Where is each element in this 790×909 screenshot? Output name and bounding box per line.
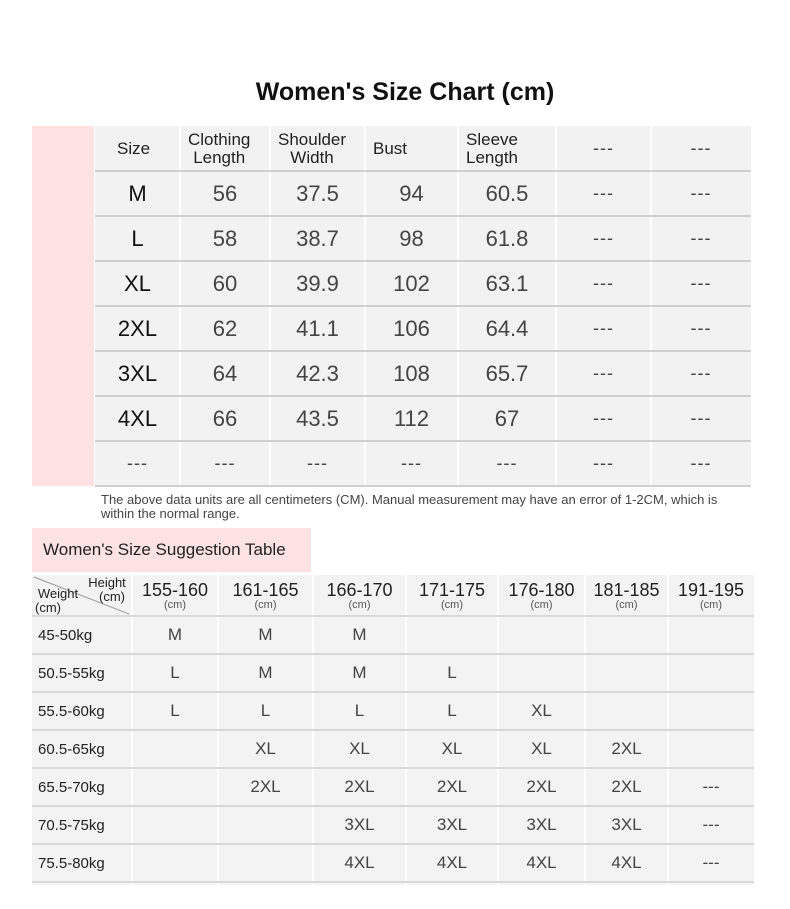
- height-unit-label: (cm): [254, 599, 277, 611]
- measurement-cell: 62: [212, 315, 238, 341]
- measurement-cell: ---: [690, 363, 712, 383]
- header-cell: ---: [593, 138, 614, 158]
- corner-header-cell: [32, 575, 131, 616]
- header-cell: Shoulder Width: [278, 129, 347, 167]
- header-cell: Bust: [373, 138, 408, 158]
- suggested-size-cell: L: [260, 701, 271, 720]
- measurement-cell: 112: [393, 405, 430, 431]
- size-label: ---: [127, 453, 148, 473]
- height-range-label: 155-160: [141, 579, 209, 600]
- header-cell: Size: [117, 138, 151, 158]
- suggested-size-cell: [406, 616, 498, 654]
- height-range-label: 171-175: [418, 579, 486, 600]
- weight-range-label: 50.5-55kg: [38, 664, 105, 682]
- suggested-size-cell: [668, 730, 754, 768]
- size-label: M: [128, 180, 147, 206]
- measurement-cell: 37.5: [296, 180, 339, 206]
- measurement-cell: 56: [212, 180, 238, 206]
- height-range-label: 191-195: [677, 579, 745, 600]
- height-unit-label: (cm): [348, 599, 371, 611]
- measurement-note: The above data units are all centimeters (CM). Manual measurement may have an error of 1-2CM, which is within the normal range.: [101, 492, 718, 521]
- weight-unit-label: (cm): [35, 599, 61, 615]
- measurement-cell: ---: [593, 273, 614, 293]
- suggested-size-cell: M: [258, 663, 273, 682]
- suggested-size-cell: XL: [441, 739, 463, 758]
- weight-range-label: 75.5-80kg: [38, 854, 105, 872]
- suggested-size-cell: [498, 616, 585, 654]
- suggested-size-cell: [668, 692, 754, 730]
- measurement-cell: ---: [496, 453, 518, 473]
- measurement-cell: ---: [593, 318, 614, 338]
- suggested-size-cell: [668, 654, 754, 692]
- measurement-cell: ---: [690, 318, 712, 338]
- row-divider: [32, 881, 754, 883]
- measurement-cell: ---: [593, 453, 614, 473]
- height-unit-label: (cm): [615, 599, 638, 611]
- suggested-size-cell: [585, 616, 668, 654]
- suggested-size-cell: XL: [255, 739, 276, 758]
- suggested-size-cell: 3XL: [611, 815, 642, 834]
- size-suggestion-table: [32, 575, 754, 885]
- measurement-cell: ---: [690, 228, 712, 248]
- suggested-size-cell: M: [258, 625, 273, 644]
- measurement-cell: 94: [399, 180, 424, 206]
- suggested-size-cell: [218, 806, 313, 844]
- measurement-cell: ---: [401, 453, 422, 473]
- weight-range-label: 45-50kg: [38, 626, 93, 644]
- size-chart-accent-strip: [32, 126, 94, 486]
- suggested-size-cell: 2XL: [526, 777, 557, 796]
- suggested-size-cell: 4XL: [344, 853, 375, 872]
- measurement-cell: 38.7: [296, 225, 339, 251]
- measurement-cell: 41.1: [296, 315, 339, 341]
- height-unit-label: (cm): [99, 588, 125, 604]
- suggested-size-cell: L: [354, 701, 365, 720]
- measurement-cell: ---: [690, 408, 712, 428]
- height-range-label: 181-185: [593, 579, 660, 600]
- measurement-cell: 63.1: [485, 270, 529, 296]
- suggested-size-cell: [668, 616, 754, 654]
- suggested-size-cell: [132, 768, 218, 806]
- measurement-cell: 61.8: [485, 225, 529, 251]
- size-label: 4XL: [117, 405, 158, 431]
- measurement-cell: 66: [212, 405, 238, 431]
- suggested-size-cell: 4XL: [611, 853, 642, 872]
- size-chart-table: [95, 126, 751, 486]
- measurement-cell: 67: [494, 405, 520, 431]
- suggestion-title: Women's Size Suggestion Table: [43, 540, 286, 559]
- suggested-size-cell: 2XL: [611, 739, 642, 758]
- size-label: 2XL: [117, 315, 158, 341]
- suggested-size-cell: L: [447, 663, 457, 682]
- measurement-cell: 58: [212, 225, 238, 251]
- height-label: Height: [88, 574, 126, 590]
- height-unit-label: (cm): [700, 599, 722, 611]
- suggested-size-cell: M: [167, 625, 183, 644]
- suggested-size-cell: [218, 844, 313, 882]
- suggested-size-cell: 2XL: [344, 777, 375, 796]
- size-label: XL: [124, 270, 151, 296]
- measurement-cell: 102: [393, 270, 430, 296]
- suggested-size-cell: [585, 692, 668, 730]
- measurement-cell: ---: [593, 183, 614, 203]
- suggested-size-cell: L: [170, 663, 180, 682]
- suggested-size-cell: ---: [702, 853, 720, 872]
- weight-range-label: 60.5-65kg: [38, 740, 105, 758]
- measurement-cell: 65.7: [485, 360, 529, 386]
- suggested-size-cell: 3XL: [436, 815, 468, 834]
- measurement-cell: ---: [214, 453, 236, 473]
- suggested-size-cell: M: [352, 625, 367, 644]
- measurement-cell: 39.9: [296, 270, 339, 296]
- page-title: Women's Size Chart (cm): [255, 78, 555, 106]
- height-range-label: 176-180: [508, 579, 575, 600]
- suggested-size-cell: 3XL: [526, 815, 557, 834]
- measurement-cell: 106: [393, 315, 430, 341]
- height-unit-label: (cm): [441, 599, 463, 611]
- suggested-size-cell: [132, 844, 218, 882]
- height-range-label: 166-170: [326, 579, 393, 600]
- row-divider: [95, 485, 751, 487]
- size-label: 3XL: [117, 360, 158, 386]
- suggested-size-cell: XL: [349, 739, 370, 758]
- weight-label: Weight: [37, 585, 79, 601]
- suggested-size-cell: XL: [531, 701, 552, 720]
- suggested-size-cell: 2XL: [611, 777, 642, 796]
- header-cell: ---: [690, 138, 712, 158]
- suggested-size-cell: [132, 730, 218, 768]
- suggested-size-cell: L: [447, 701, 457, 720]
- measurement-cell: 42.3: [296, 360, 339, 386]
- height-unit-label: (cm): [164, 599, 186, 611]
- header-cell: Sleeve Length: [466, 129, 518, 167]
- measurement-cell: 60.5: [485, 180, 529, 206]
- suggested-size-cell: [498, 654, 585, 692]
- suggested-size-cell: L: [170, 701, 180, 720]
- suggestion-title-box: [32, 528, 311, 572]
- height-range-label: 161-165: [232, 579, 299, 600]
- suggested-size-cell: 2XL: [250, 777, 281, 796]
- measurement-cell: 64: [212, 360, 238, 386]
- suggested-size-cell: 4XL: [526, 853, 557, 872]
- suggested-size-cell: XL: [531, 739, 552, 758]
- height-unit-label: (cm): [530, 599, 553, 611]
- suggested-size-cell: [132, 806, 218, 844]
- measurement-cell: 60: [212, 270, 238, 296]
- measurement-cell: ---: [593, 363, 614, 383]
- suggested-size-cell: ---: [702, 815, 720, 834]
- measurement-cell: 64.4: [485, 315, 529, 341]
- measurement-cell: ---: [593, 228, 614, 248]
- suggested-size-cell: ---: [702, 777, 720, 796]
- measurement-cell: ---: [690, 273, 712, 293]
- measurement-cell: 43.5: [296, 405, 339, 431]
- header-cell: Clothing Length: [188, 129, 251, 167]
- suggested-size-cell: M: [352, 663, 367, 682]
- suggested-size-cell: 3XL: [344, 815, 375, 834]
- measurement-cell: ---: [690, 453, 712, 473]
- measurement-cell: ---: [690, 183, 712, 203]
- suggested-size-cell: 2XL: [436, 777, 468, 796]
- weight-range-label: 55.5-60kg: [38, 702, 105, 720]
- suggested-size-cell: [585, 654, 668, 692]
- measurement-cell: ---: [593, 408, 614, 428]
- weight-range-label: 70.5-75kg: [38, 816, 105, 834]
- measurement-cell: ---: [307, 453, 328, 473]
- suggested-size-cell: 4XL: [436, 853, 468, 872]
- size-label: L: [131, 225, 144, 251]
- measurement-cell: 108: [393, 360, 430, 386]
- weight-range-label: 65.5-70kg: [38, 778, 105, 796]
- measurement-cell: 98: [399, 225, 424, 251]
